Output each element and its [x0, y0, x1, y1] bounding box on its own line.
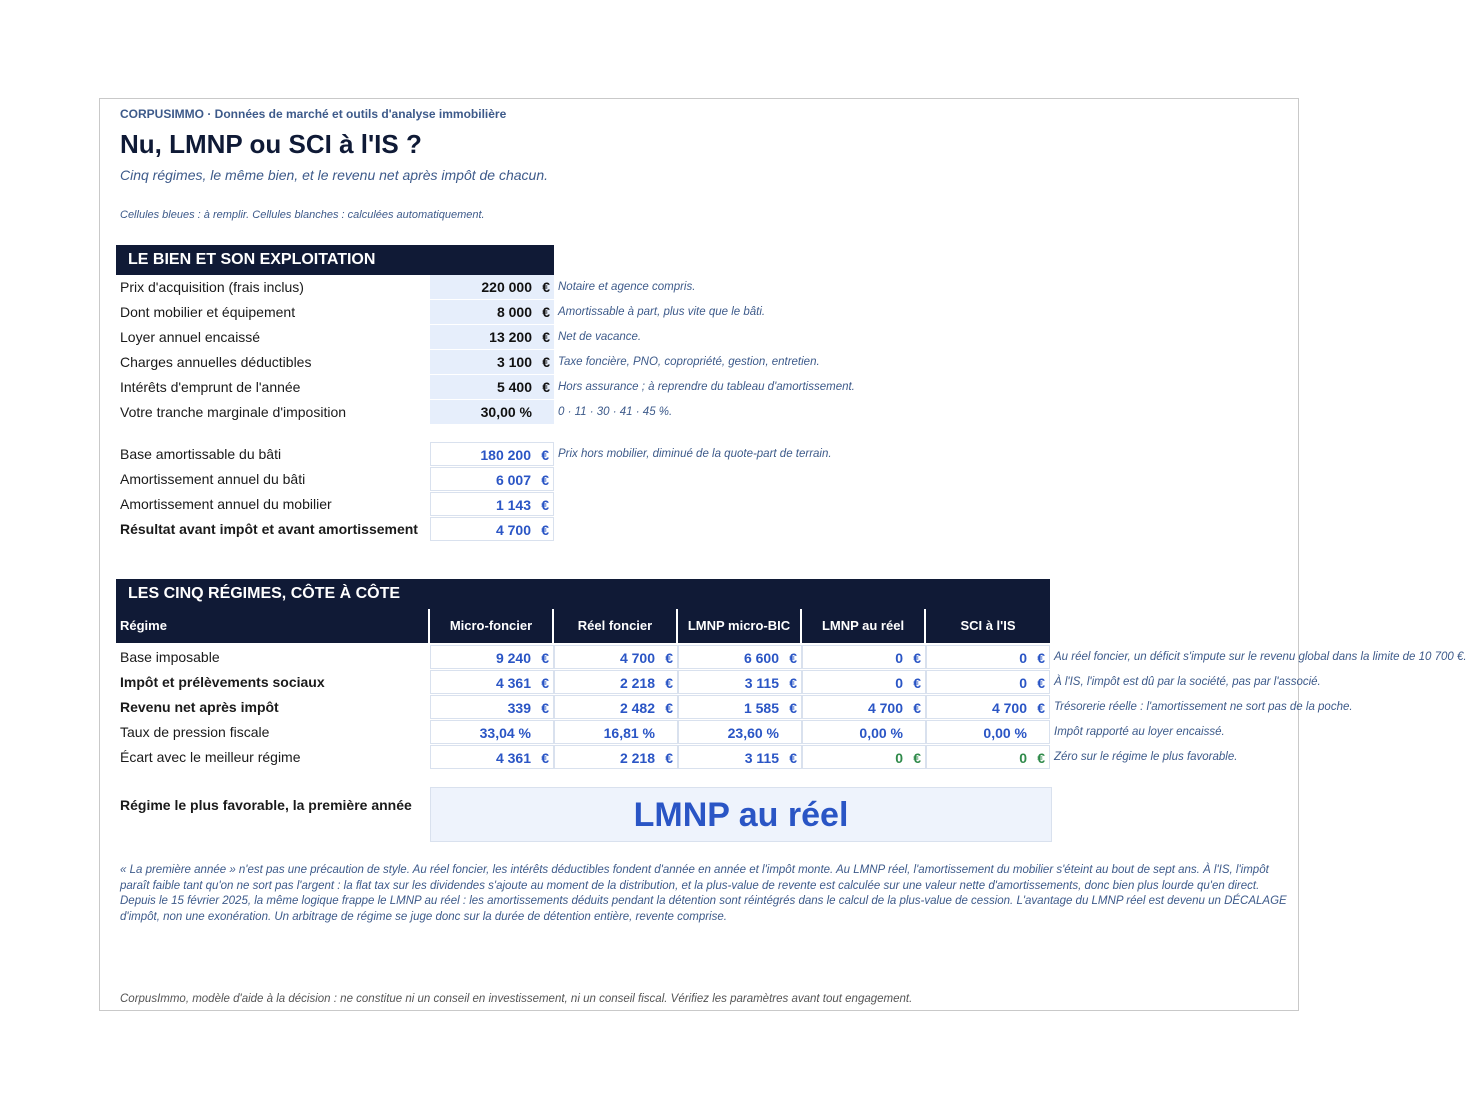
row-label: Prix d'acquisition (frais inclus) [120, 279, 304, 295]
cell-unit: € [665, 650, 673, 666]
row-label: Taux de pression fiscale [120, 724, 270, 740]
table-cell[interactable] [802, 695, 926, 719]
row-label: Amortissement annuel du bâti [120, 471, 306, 487]
table-cell[interactable] [802, 720, 926, 744]
cell-value: 33,04 % [479, 725, 531, 741]
cell-value: 0,00 % [859, 725, 903, 741]
row-note: Zéro sur le régime le plus favorable. [1054, 751, 1238, 763]
row-note: Taxe foncière, PNO, copropriété, gestion, entretien. [558, 356, 820, 368]
table-cell[interactable] [554, 695, 678, 719]
row-label: Base imposable [120, 649, 220, 665]
table-cell[interactable] [678, 670, 802, 694]
brand-line: CORPUSIMMO · Données de marché et outils d'analyse immobilière [120, 107, 507, 121]
cell-unit: € [1037, 700, 1045, 716]
cell-value: 339 [507, 700, 531, 716]
row-label: Intérêts d'emprunt de l'année [120, 379, 301, 395]
cell-unit: € [789, 675, 797, 691]
input-cell-charges[interactable]: 3 100 € [430, 350, 554, 374]
table-cell[interactable] [926, 720, 1050, 744]
cell-value: 3 115 [744, 750, 779, 766]
cell-value: 6 600 [743, 650, 779, 666]
cell-unit: € [541, 650, 549, 666]
disclaimer-footer: CorpusImmo, modèle d'aide à la décision : ne constitue ni un conseil en investissement, ni un conseil fiscal. Vérifiez les paramètres avant tout engagement. [120, 993, 913, 1005]
calc-cell-depreciable-base[interactable]: 180 200 € [430, 442, 554, 466]
row-note: Prix hors mobilier, diminué de la quote-part de terrain. [558, 448, 832, 460]
cell-unit: € [541, 675, 549, 691]
column-header-sci-is: SCI à l'IS [926, 609, 1050, 643]
column-header-lmnp-reel: LMNP au réel [802, 609, 926, 643]
cell-unit: € [789, 650, 797, 666]
cell-value: 4 700 [619, 650, 655, 666]
cell-unit: € [1037, 650, 1045, 666]
table-cell[interactable] [802, 670, 926, 694]
calc-cell-building-depreciation[interactable]: 6 007 € [430, 467, 554, 491]
row-label: Résultat avant impôt et avant amortissement [120, 521, 418, 537]
table-cell[interactable] [430, 670, 554, 694]
row-label: Dont mobilier et équipement [120, 304, 296, 320]
table-cell[interactable] [430, 745, 554, 769]
cell-value: 0 [895, 650, 903, 666]
cell-unit: € [541, 750, 549, 766]
cell-unit: € [789, 750, 797, 766]
input-cell-tax-bracket[interactable]: 30,00 % [430, 400, 554, 424]
row-note: 0 · 11 · 30 · 41 · 45 %. [558, 406, 673, 418]
table-cell[interactable] [554, 645, 678, 669]
table-cell[interactable] [678, 695, 802, 719]
table-cell[interactable] [554, 745, 678, 769]
row-note: Trésorerie réelle : l'amortissement ne sort pas de la poche. [1054, 701, 1353, 713]
row-label: Écart avec le meilleur régime [120, 749, 301, 765]
cell-value: 0 [895, 750, 903, 766]
cell-value: 0 [1019, 675, 1027, 691]
row-note: Amortissable à part, plus vite que le bâti. [558, 306, 766, 318]
row-note: Impôt rapporté au loyer encaissé. [1054, 726, 1225, 738]
cell-value: 4 700 [991, 700, 1027, 716]
table-cell[interactable] [554, 670, 678, 694]
row-label: Amortissement annuel du mobilier [120, 496, 332, 512]
row-label: Loyer annuel encaissé [120, 329, 261, 345]
cell-value: 9 240 [495, 650, 531, 666]
input-cell-furniture[interactable]: 8 000 € [430, 300, 554, 324]
cell-value: 0,00 % [983, 725, 1027, 741]
row-note: Hors assurance ; à reprendre du tableau d'amortissement. [558, 381, 855, 393]
table-cell[interactable] [678, 720, 802, 744]
row-label: Impôt et prélèvements sociaux [120, 674, 325, 690]
section-header-property: LE BIEN ET SON EXPLOITATION [116, 245, 554, 275]
input-cell-loan-interest[interactable]: 5 400 € [430, 375, 554, 399]
table-cell[interactable] [554, 720, 678, 744]
row-note: Au réel foncier, un déficit s'impute sur le revenu global dans la limite de 10 700 €. [1054, 651, 1467, 663]
column-header-reel-foncier: Réel foncier [554, 609, 678, 643]
cell-value: 2 482 [619, 700, 655, 716]
cell-unit: € [913, 650, 921, 666]
row-note: Net de vacance. [558, 331, 642, 343]
row-label: Revenu net après impôt [120, 699, 279, 715]
table-cell[interactable] [678, 745, 802, 769]
table-cell[interactable] [430, 720, 554, 744]
column-header-micro-foncier: Micro-foncier [430, 609, 554, 643]
table-cell[interactable] [802, 645, 926, 669]
row-note: Notaire et agence compris. [558, 281, 696, 293]
cell-unit: € [541, 700, 549, 716]
column-header-regime: Régime [116, 609, 430, 643]
table-cell[interactable] [430, 645, 554, 669]
table-cell[interactable] [678, 645, 802, 669]
spreadsheet-sheet [99, 98, 1467, 1011]
cell-value: 3 115 [744, 675, 779, 691]
cell-value: 0 [895, 675, 903, 691]
cell-value: 4 361 [495, 675, 531, 691]
cell-value: 1 585 [743, 700, 779, 716]
cell-value: 4 361 [495, 750, 531, 766]
table-cell[interactable] [802, 745, 926, 769]
cell-value: 0 [1019, 650, 1027, 666]
cell-value: 4 700 [867, 700, 903, 716]
cell-unit: € [665, 750, 673, 766]
cell-unit: € [789, 700, 797, 716]
table-cell[interactable] [926, 645, 1050, 669]
table-cell[interactable] [926, 745, 1050, 769]
cell-legend: Cellules bleues : à remplir. Cellules blanches : calculées automatiquement. [120, 209, 485, 221]
input-cell-purchase-price[interactable]: 220 000 € [430, 275, 554, 299]
section-header-regimes: LES CINQ RÉGIMES, CÔTE À CÔTE [116, 579, 1050, 609]
cell-value: 2 218 [619, 675, 655, 691]
cell-value: 23,60 % [727, 725, 779, 741]
cell-value: 0 [1019, 750, 1027, 766]
input-cell-annual-rent[interactable]: 13 200 € [430, 325, 554, 349]
table-cell[interactable] [926, 695, 1050, 719]
column-header-lmnp-micro-bic: LMNP micro-BIC [678, 609, 802, 643]
row-note: À l'IS, l'impôt est dû par la société, pas par l'associé. [1054, 676, 1321, 688]
cell-unit: € [1037, 750, 1045, 766]
best-regime-label: Régime le plus favorable, la première année [120, 797, 412, 813]
best-regime-value[interactable]: LMNP au réel [430, 787, 1052, 842]
cell-unit: € [665, 700, 673, 716]
row-label: Charges annuelles déductibles [120, 354, 312, 370]
cell-unit: € [913, 700, 921, 716]
page-subtitle: Cinq régimes, le même bien, et le revenu net après impôt de chacun. [120, 167, 549, 183]
calc-cell-pretax-result[interactable]: 4 700 € [430, 517, 554, 541]
cell-value: 16,81 % [603, 725, 655, 741]
row-label: Votre tranche marginale d'imposition [120, 404, 347, 420]
row-label: Base amortissable du bâti [120, 446, 282, 462]
cell-unit: € [665, 675, 673, 691]
cell-unit: € [1037, 675, 1045, 691]
page-title: Nu, LMNP ou SCI à l'IS ? [120, 129, 422, 159]
cell-unit: € [913, 675, 921, 691]
cell-unit: € [913, 750, 921, 766]
table-cell[interactable] [926, 670, 1050, 694]
calc-cell-furniture-depreciation[interactable]: 1 143 € [430, 492, 554, 516]
cell-value: 2 218 [619, 750, 655, 766]
explanation-paragraph: « La première année » n'est pas une précaution de style. Au réel foncier, les intérêts déductibles fondent d'année en année et l'impôt monte. Au LMNP réel, l'amortissement du mobilier s'éteint au bout de sept ans. À l'IS, l'impôt paraît faible tant qu'on ne sort pas l'argent : la flat tax sur les dividendes s'ajoute au moment de la distribution, et la plus-value de revente est calculée sur une valeur nette d'amortissements, donc bien plus lourde qu'en direct. Depuis le 15 février 2025, la même logique frappe le LMNP au réel : les amortissements déduits pendant la détention sont réintégrés dans le calcul de la plus-value de cession. L'avantage du LMNP réel est devenu un DÉCALAGE d'impôt, non une exonération. Un arbitrage de régime se juge donc sur la durée de détention entière, revente comprise. [120, 864, 1287, 923]
table-cell[interactable] [430, 695, 554, 719]
